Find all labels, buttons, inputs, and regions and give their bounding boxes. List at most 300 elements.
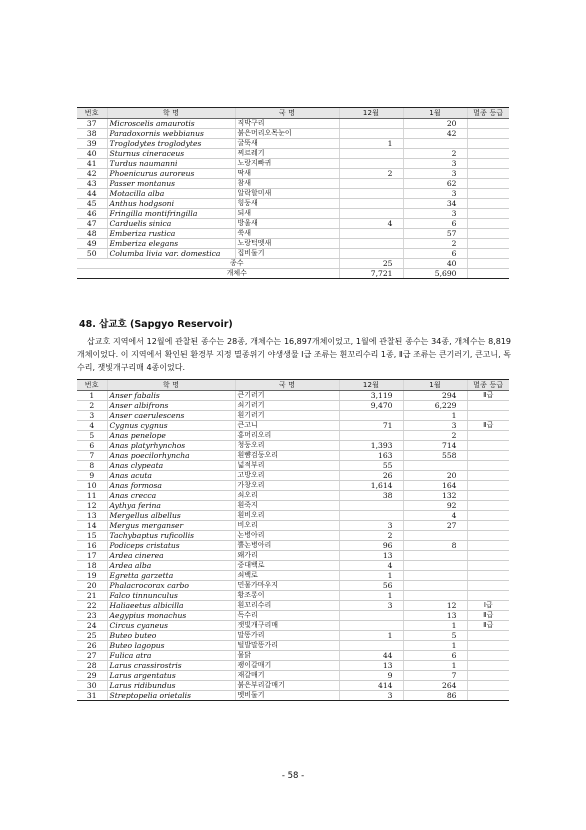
table-row bbox=[77, 461, 509, 471]
cell-grade bbox=[467, 671, 509, 681]
cell-scientific-name: Anser caerulescens bbox=[107, 411, 235, 421]
cell-korean-name: 쇠오리 bbox=[235, 491, 339, 501]
cell-number: 49 bbox=[77, 239, 107, 249]
cell-korean-name: 잿빛개구리매 bbox=[235, 621, 339, 631]
cell-scientific-name: Ardea cinerea bbox=[107, 551, 235, 561]
cell-korean-name: 쇠기러기 bbox=[235, 401, 339, 411]
cell-january: 57 bbox=[403, 229, 467, 239]
table-body bbox=[77, 119, 509, 279]
col-header-korean-name: 국 명 bbox=[235, 380, 339, 391]
cell-korean-name: 집비둘기 bbox=[235, 249, 339, 259]
cell-korean-name: 찌르레기 bbox=[235, 149, 339, 159]
table-row bbox=[77, 219, 509, 229]
cell-grade bbox=[467, 511, 509, 521]
cell-grade bbox=[467, 159, 509, 169]
cell-january: 13 bbox=[403, 611, 467, 621]
cell-scientific-name: Larus argentatus bbox=[107, 671, 235, 681]
table-body bbox=[77, 391, 509, 701]
cell-number: 17 bbox=[77, 551, 107, 561]
cell-number: 12 bbox=[77, 501, 107, 511]
col-header-january: 1월 bbox=[403, 108, 467, 119]
cell-scientific-name: Cygnus cygnus bbox=[107, 421, 235, 431]
cell-december bbox=[339, 119, 403, 129]
col-header-january: 1월 bbox=[403, 380, 467, 391]
cell-korean-name: 독수리 bbox=[235, 611, 339, 621]
cell-december bbox=[339, 159, 403, 169]
table-row bbox=[77, 571, 509, 581]
cell-january: 27 bbox=[403, 521, 467, 531]
cell-grade bbox=[467, 561, 509, 571]
cell-grade: Ⅰ급 bbox=[467, 601, 509, 611]
total-january: 5,690 bbox=[403, 269, 467, 279]
cell-korean-name: 흰비오리 bbox=[235, 511, 339, 521]
cell-scientific-name: Mergus merganser bbox=[107, 521, 235, 531]
cell-number: 5 bbox=[77, 431, 107, 441]
cell-january: 558 bbox=[403, 451, 467, 461]
cell-scientific-name: Fulica atra bbox=[107, 651, 235, 661]
cell-grade bbox=[467, 571, 509, 581]
cell-december: 163 bbox=[339, 451, 403, 461]
cell-january bbox=[403, 139, 467, 149]
table-row bbox=[77, 139, 509, 149]
cell-number: 14 bbox=[77, 521, 107, 531]
cell-december bbox=[339, 411, 403, 421]
cell-scientific-name: Anthus hodgsoni bbox=[107, 199, 235, 209]
cell-grade: Ⅱ급 bbox=[467, 421, 509, 431]
col-header-scientific-name: 학 명 bbox=[107, 380, 235, 391]
cell-number: 15 bbox=[77, 531, 107, 541]
cell-number: 13 bbox=[77, 511, 107, 521]
cell-december: 3 bbox=[339, 521, 403, 531]
table-row bbox=[77, 501, 509, 511]
cell-december bbox=[339, 129, 403, 139]
cell-december: 3,119 bbox=[339, 391, 403, 401]
cell-scientific-name: Anas platyrhynchos bbox=[107, 441, 235, 451]
cell-number: 7 bbox=[77, 451, 107, 461]
cell-grade bbox=[467, 239, 509, 249]
table-row bbox=[77, 561, 509, 571]
cell-korean-name: 멧비둘기 bbox=[235, 691, 339, 701]
cell-december bbox=[339, 511, 403, 521]
cell-january: 1 bbox=[403, 411, 467, 421]
table-row bbox=[77, 179, 509, 189]
total-grade bbox=[467, 269, 509, 279]
col-header-december: 12월 bbox=[339, 380, 403, 391]
cell-january bbox=[403, 581, 467, 591]
cell-korean-name: 굴뚝새 bbox=[235, 139, 339, 149]
cell-december: 1 bbox=[339, 571, 403, 581]
cell-grade bbox=[467, 591, 509, 601]
cell-number: 23 bbox=[77, 611, 107, 621]
cell-korean-name: 큰기러기 bbox=[235, 391, 339, 401]
cell-december bbox=[339, 501, 403, 511]
species-table-sapgyo bbox=[77, 379, 509, 701]
cell-grade bbox=[467, 149, 509, 159]
cell-december: 1 bbox=[339, 591, 403, 601]
cell-scientific-name: Troglodytes troglodytes bbox=[107, 139, 235, 149]
cell-january: 6 bbox=[403, 651, 467, 661]
cell-december: 2 bbox=[339, 169, 403, 179]
cell-scientific-name: Emberiza rustica bbox=[107, 229, 235, 239]
table-row bbox=[77, 159, 509, 169]
cell-grade bbox=[467, 551, 509, 561]
table-row bbox=[77, 149, 509, 159]
table-row bbox=[77, 691, 509, 701]
cell-scientific-name: Buteo lagopus bbox=[107, 641, 235, 651]
cell-scientific-name: Emberiza elegans bbox=[107, 239, 235, 249]
cell-korean-name: 되새 bbox=[235, 209, 339, 219]
cell-grade bbox=[467, 651, 509, 661]
cell-scientific-name: Passer montanus bbox=[107, 179, 235, 189]
cell-korean-name: 흰죽지 bbox=[235, 501, 339, 511]
cell-number: 22 bbox=[77, 601, 107, 611]
cell-scientific-name: Aegypius monachus bbox=[107, 611, 235, 621]
cell-scientific-name: Sturnus cineraceus bbox=[107, 149, 235, 159]
cell-december: 1 bbox=[339, 139, 403, 149]
cell-january: 3 bbox=[403, 209, 467, 219]
total-individuals-row bbox=[77, 269, 509, 279]
table-header-row bbox=[77, 380, 509, 391]
table-row bbox=[77, 511, 509, 521]
cell-korean-name: 왜가리 bbox=[235, 551, 339, 561]
cell-korean-name: 괭이갈매기 bbox=[235, 661, 339, 671]
cell-grade bbox=[467, 661, 509, 671]
cell-grade bbox=[467, 199, 509, 209]
table-row bbox=[77, 411, 509, 421]
cell-scientific-name: Mergellus albellus bbox=[107, 511, 235, 521]
cell-december bbox=[339, 179, 403, 189]
table-row bbox=[77, 541, 509, 551]
cell-grade bbox=[467, 401, 509, 411]
table-row bbox=[77, 581, 509, 591]
cell-korean-name: 알락할미새 bbox=[235, 189, 339, 199]
cell-number: 47 bbox=[77, 219, 107, 229]
cell-scientific-name: Tachybaptus ruficollis bbox=[107, 531, 235, 541]
cell-korean-name: 붉은머리오목눈이 bbox=[235, 129, 339, 139]
page-number: - 58 - bbox=[281, 771, 305, 781]
cell-december bbox=[339, 611, 403, 621]
cell-scientific-name: Buteo buteo bbox=[107, 631, 235, 641]
cell-december bbox=[339, 249, 403, 259]
table-row bbox=[77, 441, 509, 451]
cell-december bbox=[339, 209, 403, 219]
cell-grade bbox=[467, 119, 509, 129]
cell-scientific-name: Fringilla montifringilla bbox=[107, 209, 235, 219]
cell-scientific-name: Anas poecilorhyncha bbox=[107, 451, 235, 461]
table-row bbox=[77, 551, 509, 561]
cell-scientific-name: Phalacrocorax carbo bbox=[107, 581, 235, 591]
cell-january: 2 bbox=[403, 149, 467, 159]
cell-scientific-name: Egretta garzetta bbox=[107, 571, 235, 581]
cell-january: 164 bbox=[403, 481, 467, 491]
cell-korean-name: 넓적부리 bbox=[235, 461, 339, 471]
cell-january: 714 bbox=[403, 441, 467, 451]
cell-december: 3 bbox=[339, 601, 403, 611]
col-header-december: 12월 bbox=[339, 108, 403, 119]
cell-december: 55 bbox=[339, 461, 403, 471]
cell-grade bbox=[467, 229, 509, 239]
cell-grade bbox=[467, 531, 509, 541]
section-heading: 48. 삽교호 (Sapgyo Reservoir) bbox=[79, 319, 233, 330]
cell-january: 86 bbox=[403, 691, 467, 701]
cell-number: 11 bbox=[77, 491, 107, 501]
cell-korean-name: 홍머리오리 bbox=[235, 431, 339, 441]
cell-korean-name: 논병아리 bbox=[235, 531, 339, 541]
cell-december bbox=[339, 229, 403, 239]
cell-korean-name: 쑥새 bbox=[235, 229, 339, 239]
cell-scientific-name: Larus crassirostris bbox=[107, 661, 235, 671]
cell-number: 20 bbox=[77, 581, 107, 591]
cell-number: 10 bbox=[77, 481, 107, 491]
cell-scientific-name: Falco tinnunculus bbox=[107, 591, 235, 601]
table-row bbox=[77, 681, 509, 691]
table-row bbox=[77, 671, 509, 681]
cell-number: 25 bbox=[77, 631, 107, 641]
cell-grade bbox=[467, 209, 509, 219]
cell-grade: Ⅱ급 bbox=[467, 621, 509, 631]
col-header-number: 번호 bbox=[77, 380, 107, 391]
cell-scientific-name: Larus ridibundus bbox=[107, 681, 235, 691]
cell-december: 4 bbox=[339, 219, 403, 229]
cell-number: 28 bbox=[77, 661, 107, 671]
cell-korean-name: 청둥오리 bbox=[235, 441, 339, 451]
table-row bbox=[77, 129, 509, 139]
cell-december bbox=[339, 149, 403, 159]
cell-january: 92 bbox=[403, 501, 467, 511]
cell-scientific-name: Carduelis sinica bbox=[107, 219, 235, 229]
cell-grade bbox=[467, 481, 509, 491]
total-species-row bbox=[77, 259, 509, 269]
cell-january: 1 bbox=[403, 621, 467, 631]
table-row bbox=[77, 229, 509, 239]
section-paragraph: 삽교호 지역에서 12월에 관찰된 종수는 28종, 개체수는 16,897개체이었고, 1월에 관찰된 종수는 34종, 개체수는 8,819개체이었다. 이 지역에서 확인된 환경부 지정 멸종위기 야생생물 Ⅰ급 조류는 흰꼬리수리 1종, Ⅱ급 조류는 큰기러기, 큰고니, 독수리, 잿빛개구리매 4종이었다. bbox=[77, 337, 511, 372]
cell-january: 34 bbox=[403, 199, 467, 209]
cell-korean-name: 흰꼬리수리 bbox=[235, 601, 339, 611]
total-label: 개체수 bbox=[77, 269, 339, 279]
table-row bbox=[77, 199, 509, 209]
cell-korean-name: 직박구리 bbox=[235, 119, 339, 129]
cell-january: 264 bbox=[403, 681, 467, 691]
cell-scientific-name: Ardea alba bbox=[107, 561, 235, 571]
cell-december bbox=[339, 431, 403, 441]
cell-december: 1,393 bbox=[339, 441, 403, 451]
cell-january: 132 bbox=[403, 491, 467, 501]
cell-scientific-name: Podiceps cristatus bbox=[107, 541, 235, 551]
cell-korean-name: 큰고니 bbox=[235, 421, 339, 431]
cell-january bbox=[403, 591, 467, 601]
cell-grade bbox=[467, 129, 509, 139]
cell-number: 40 bbox=[77, 149, 107, 159]
cell-number: 30 bbox=[77, 681, 107, 691]
cell-number: 27 bbox=[77, 651, 107, 661]
cell-january: 3 bbox=[403, 159, 467, 169]
cell-scientific-name: Anas clypeata bbox=[107, 461, 235, 471]
cell-grade bbox=[467, 461, 509, 471]
cell-korean-name: 털발말똥가리 bbox=[235, 641, 339, 651]
col-header-number: 번호 bbox=[77, 108, 107, 119]
table-row bbox=[77, 391, 509, 401]
cell-december: 2 bbox=[339, 531, 403, 541]
cell-korean-name: 흰뺨검둥오리 bbox=[235, 451, 339, 461]
cell-number: 9 bbox=[77, 471, 107, 481]
cell-korean-name: 힝둥새 bbox=[235, 199, 339, 209]
cell-number: 19 bbox=[77, 571, 107, 581]
cell-korean-name: 중대백로 bbox=[235, 561, 339, 571]
cell-grade bbox=[467, 219, 509, 229]
cell-december: 414 bbox=[339, 681, 403, 691]
cell-december: 13 bbox=[339, 551, 403, 561]
table-row bbox=[77, 169, 509, 179]
total-december: 7,721 bbox=[339, 269, 403, 279]
cell-december: 1,614 bbox=[339, 481, 403, 491]
col-header-endangered-grade: 멸종 등급 bbox=[467, 380, 509, 391]
cell-grade bbox=[467, 521, 509, 531]
cell-december: 3 bbox=[339, 691, 403, 701]
cell-number: 48 bbox=[77, 229, 107, 239]
cell-scientific-name: Motacilla alba bbox=[107, 189, 235, 199]
table-row bbox=[77, 451, 509, 461]
cell-korean-name: 비오리 bbox=[235, 521, 339, 531]
cell-scientific-name: Anas acuta bbox=[107, 471, 235, 481]
cell-grade bbox=[467, 441, 509, 451]
table-row bbox=[77, 491, 509, 501]
cell-korean-name: 재갈매기 bbox=[235, 671, 339, 681]
cell-scientific-name: Paradoxornis webbianus bbox=[107, 129, 235, 139]
cell-december: 96 bbox=[339, 541, 403, 551]
cell-number: 46 bbox=[77, 209, 107, 219]
cell-number: 16 bbox=[77, 541, 107, 551]
cell-korean-name: 고방오리 bbox=[235, 471, 339, 481]
cell-number: 4 bbox=[77, 421, 107, 431]
cell-grade bbox=[467, 139, 509, 149]
table-row bbox=[77, 591, 509, 601]
cell-grade bbox=[467, 501, 509, 511]
cell-january bbox=[403, 571, 467, 581]
cell-number: 26 bbox=[77, 641, 107, 651]
cell-scientific-name: Haliaeetus albicilla bbox=[107, 601, 235, 611]
table-row bbox=[77, 651, 509, 661]
cell-grade bbox=[467, 179, 509, 189]
col-header-scientific-name: 학 명 bbox=[107, 108, 235, 119]
table-row bbox=[77, 471, 509, 481]
table-row bbox=[77, 601, 509, 611]
cell-grade: Ⅱ급 bbox=[467, 391, 509, 401]
cell-korean-name: 흰기러기 bbox=[235, 411, 339, 421]
cell-january bbox=[403, 561, 467, 571]
table-row bbox=[77, 521, 509, 531]
total-label: 종수 bbox=[77, 259, 339, 269]
cell-january: 20 bbox=[403, 119, 467, 129]
cell-january: 62 bbox=[403, 179, 467, 189]
cell-grade bbox=[467, 541, 509, 551]
table-header-row bbox=[77, 108, 509, 119]
cell-december: 1 bbox=[339, 631, 403, 641]
cell-scientific-name: Columba livia var. domestica bbox=[107, 249, 235, 259]
cell-korean-name: 민물가마우지 bbox=[235, 581, 339, 591]
cell-december bbox=[339, 189, 403, 199]
cell-december: 26 bbox=[339, 471, 403, 481]
cell-korean-name: 노랑턱멧새 bbox=[235, 239, 339, 249]
cell-scientific-name: Anas formosa bbox=[107, 481, 235, 491]
cell-korean-name: 붉은부리갈매기 bbox=[235, 681, 339, 691]
cell-number: 44 bbox=[77, 189, 107, 199]
cell-number: 2 bbox=[77, 401, 107, 411]
cell-number: 3 bbox=[77, 411, 107, 421]
table-row bbox=[77, 401, 509, 411]
table-row bbox=[77, 119, 509, 129]
cell-december: 9,470 bbox=[339, 401, 403, 411]
cell-january bbox=[403, 551, 467, 561]
cell-december: 13 bbox=[339, 661, 403, 671]
cell-number: 37 bbox=[77, 119, 107, 129]
cell-korean-name: 뿔논병아리 bbox=[235, 541, 339, 551]
table-row bbox=[77, 189, 509, 199]
cell-korean-name: 노랑지빠귀 bbox=[235, 159, 339, 169]
cell-number: 24 bbox=[77, 621, 107, 631]
cell-scientific-name: Anas crecca bbox=[107, 491, 235, 501]
cell-scientific-name: Anas penelope bbox=[107, 431, 235, 441]
cell-december: 44 bbox=[339, 651, 403, 661]
cell-scientific-name: Anser albifrons bbox=[107, 401, 235, 411]
cell-january bbox=[403, 461, 467, 471]
cell-number: 45 bbox=[77, 199, 107, 209]
cell-number: 38 bbox=[77, 129, 107, 139]
cell-january: 294 bbox=[403, 391, 467, 401]
cell-scientific-name: Phoenicurus auroreus bbox=[107, 169, 235, 179]
cell-grade bbox=[467, 431, 509, 441]
cell-january: 12 bbox=[403, 601, 467, 611]
total-january: 40 bbox=[403, 259, 467, 269]
total-grade bbox=[467, 259, 509, 269]
col-header-korean-name: 국 명 bbox=[235, 108, 339, 119]
cell-number: 29 bbox=[77, 671, 107, 681]
cell-january: 4 bbox=[403, 511, 467, 521]
cell-january: 8 bbox=[403, 541, 467, 551]
cell-number: 18 bbox=[77, 561, 107, 571]
cell-grade bbox=[467, 681, 509, 691]
cell-grade bbox=[467, 581, 509, 591]
cell-january: 6 bbox=[403, 249, 467, 259]
cell-korean-name: 쇠백로 bbox=[235, 571, 339, 581]
table-row bbox=[77, 481, 509, 491]
cell-december bbox=[339, 621, 403, 631]
cell-january bbox=[403, 531, 467, 541]
cell-number: 39 bbox=[77, 139, 107, 149]
table-row bbox=[77, 209, 509, 219]
cell-december: 56 bbox=[339, 581, 403, 591]
cell-january: 2 bbox=[403, 431, 467, 441]
table-row bbox=[77, 621, 509, 631]
cell-korean-name: 말똥가리 bbox=[235, 631, 339, 641]
table-row bbox=[77, 421, 509, 431]
total-december: 25 bbox=[339, 259, 403, 269]
species-table-continued bbox=[77, 107, 509, 279]
cell-grade bbox=[467, 249, 509, 259]
table-row bbox=[77, 531, 509, 541]
cell-december: 38 bbox=[339, 491, 403, 501]
cell-december: 71 bbox=[339, 421, 403, 431]
cell-january: 42 bbox=[403, 129, 467, 139]
cell-grade: Ⅱ급 bbox=[467, 611, 509, 621]
cell-korean-name: 가창오리 bbox=[235, 481, 339, 491]
table-row bbox=[77, 431, 509, 441]
table-row bbox=[77, 641, 509, 651]
cell-december bbox=[339, 199, 403, 209]
cell-number: 42 bbox=[77, 169, 107, 179]
cell-january: 3 bbox=[403, 421, 467, 431]
cell-grade bbox=[467, 451, 509, 461]
cell-scientific-name: Streptopelia orietalis bbox=[107, 691, 235, 701]
